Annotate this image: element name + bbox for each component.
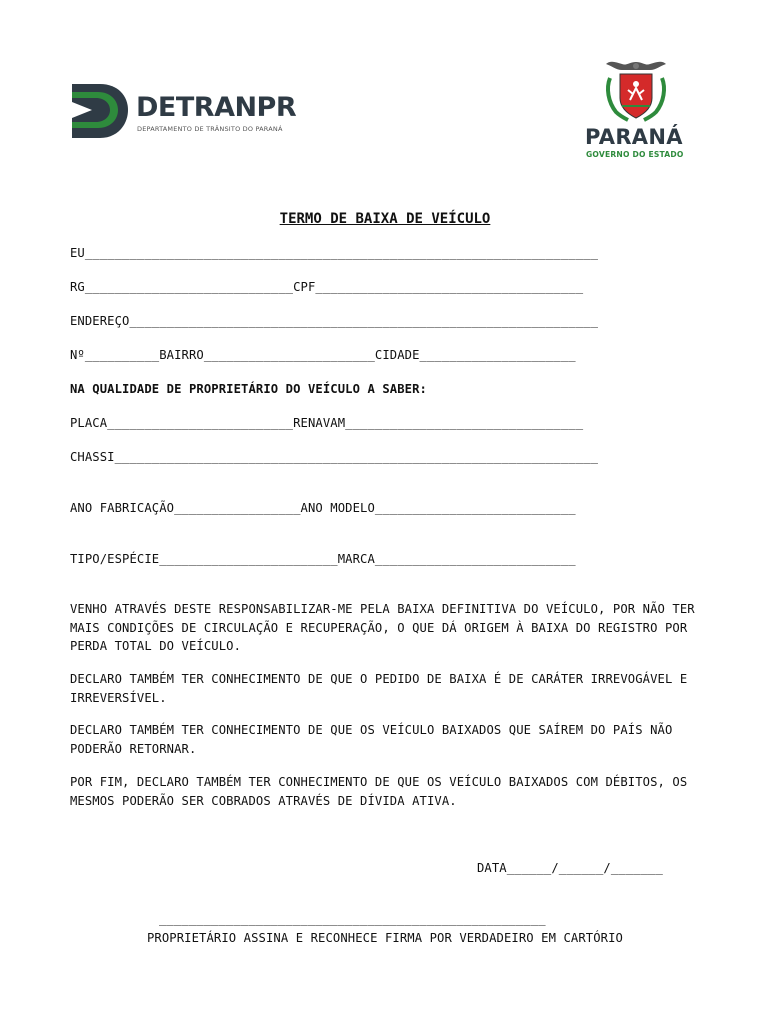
section-heading: NA QUALIDADE DE PROPRIETÁRIO DO VEÍCULO A SABER: xyxy=(70,382,427,396)
paragraph-3: DECLARO TAMBÉM TER CONHECIMENTO DE QUE OS VEÍCULO BAIXADOS QUE SAÍREM DO PAÍS NÃO PODERÃO RETORNAR. xyxy=(70,723,673,756)
date-line: DATA______/______/_______ xyxy=(477,861,663,875)
field-placa-renavam: PLACA_________________________RENAVAM________________________________ xyxy=(70,416,584,430)
paragraph-2: DECLARO TAMBÉM TER CONHECIMENTO DE QUE O PEDIDO DE BAIXA É DE CARÁTER IRREVOGÁVEL E IRREVERSÍVEL. xyxy=(70,672,688,705)
detran-logo-text: DETRANPR xyxy=(136,92,297,123)
parana-logo-subtitle: GOVERNO DO ESTADO xyxy=(586,150,684,159)
field-rg-cpf: RG____________________________CPF____________________________________ xyxy=(70,280,584,294)
signature-line: ____________________________________________________ xyxy=(159,912,546,926)
document-title: TERMO DE BAIXA DE VEÍCULO xyxy=(279,211,491,227)
field-numero-bairro-cidade: Nº__________BAIRRO_______________________CIDADE_____________________ xyxy=(70,348,576,362)
field-tipo-marca: TIPO/ESPÉCIE________________________MARCA___________________________ xyxy=(70,552,576,566)
paragraph-4: POR FIM, DECLARO TAMBÉM TER CONHECIMENTO DE QUE OS VEÍCULO BAIXADOS COM DÉBITOS, OS MESMOS PODERÃO SER COBRADOS ATRAVÉS DE DÍVIDA ATIVA. xyxy=(70,775,688,808)
detran-logo-subtitle: DEPARTAMENTO DE TRÂNSITO DO PARANÁ xyxy=(137,125,283,133)
signature-caption: PROPRIETÁRIO ASSINA E RECONHECE FIRMA POR VERDADEIRO EM CARTÓRIO xyxy=(147,931,623,945)
parana-logo-text: PARANÁ xyxy=(585,125,683,149)
field-endereco: ENDEREÇO_______________________________________________________________ xyxy=(70,314,599,328)
field-chassi: CHASSI_________________________________________________________________ xyxy=(70,450,599,464)
parana-crest-icon xyxy=(600,58,672,126)
field-ano: ANO FABRICAÇÃO_________________ANO MODELO___________________________ xyxy=(70,501,576,515)
field-eu: EU_____________________________________________________________________ xyxy=(70,246,599,260)
paragraph-1: VENHO ATRAVÉS DESTE RESPONSABILIZAR-ME PELA BAIXA DEFINITIVA DO VEÍCULO, POR NÃO TER MAIS CONDIÇÕES DE CIRCULAÇÃO E RECUPERAÇÃO, O QUE DÁ ORIGEM À BAIXA DO REGISTRO POR PERDA TOTAL DO VEÍCULO. xyxy=(70,602,695,653)
